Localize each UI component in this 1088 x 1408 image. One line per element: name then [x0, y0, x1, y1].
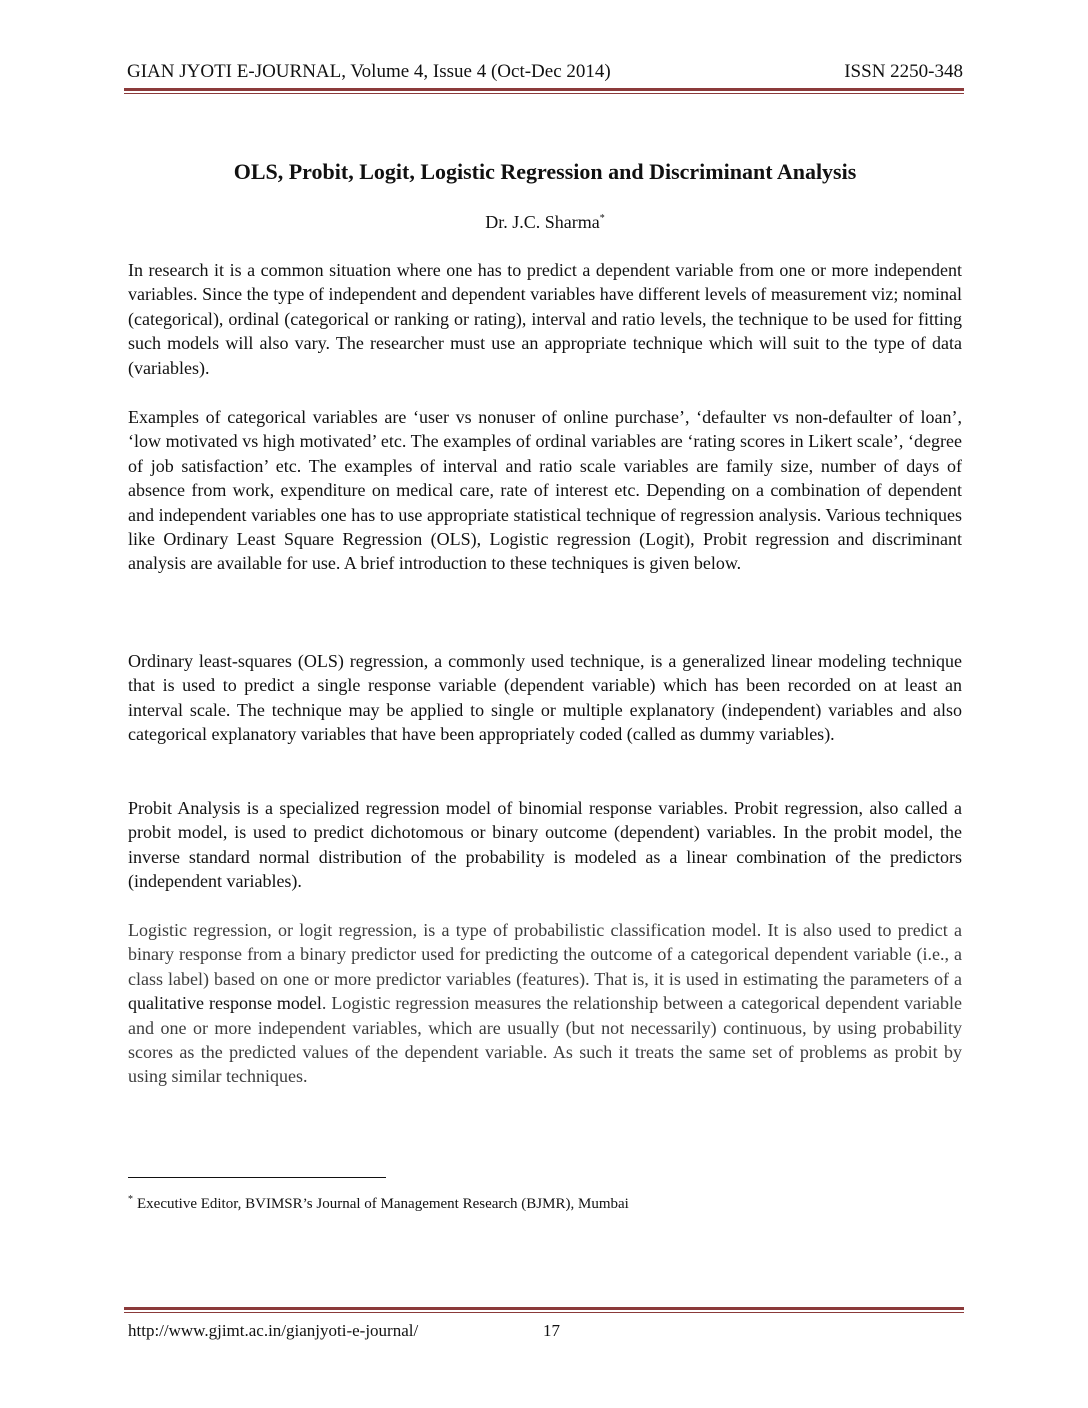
footnote [128, 1194, 962, 1214]
footnote-marker: * [128, 1194, 133, 1205]
footer-url-link[interactable]: http://www.gjimt.ac.in/gianjyoti-e-journal/ [128, 1321, 419, 1340]
header-rule-thick [124, 88, 964, 91]
paragraph-intro: In research it is a common situation where one has to predict a dependent variable from one or more independent variables. Since the type of independent and dependent variables have different levels of measurement viz; nominal (categorical), ordinal (categorical or ranking or rating), interval and ratio levels, the technique to be used for fitting such models will also vary. The researcher must use an appropriate technique which will suit to the type of data (variables). [128, 260, 962, 378]
paragraph-logistic-part2: . Logistic regression measures the relationship between a categorical dependent variable and one or more independent variables, which are usually (but not necessarily) continuous, by using probability scores as the predicted values of the dependent variable. As such it treats the same set of problems as probit by using similar techniques. [128, 993, 962, 1087]
paragraph-variable-examples: Examples of categorical variables are ‘user vs nonuser of online purchase’, ‘defaulter vs non-defaulter of loan’, ‘low motivated vs high motivated’ etc. The examples of ordinal variables are ‘rating scores in Likert scale’, ‘degree of job satisfaction’ etc. The examples of interval and ratio scale variables are family size, number of days of absence from work, expenditure on medical care, rate of interest etc. Depending on a combination of dependent and independent variables one has to use appropriate statistical technique of regression analysis. Various techniques like Ordinary Least Square Regression (OLS), Logistic regression (Logit), Probit regression and discriminant analysis are available for use. A brief introduction to these techniques is given below. [128, 407, 962, 574]
running-header [127, 60, 963, 84]
paragraph-logistic-part1: Logistic regression, or logit regression, is a type of probabilistic classification model. It is also used to predict a binary response from a binary predictor used for predicting the outcome of a categorical dependent variable (i.e., a class label) based on one or more predictor variables (features). That is, it is used in estimating the parameters of a [128, 920, 962, 989]
paragraph-ols: Ordinary least-squares (OLS) regression, a commonly used technique, is a generalized linear modeling technique that is used to predict a single response variable (dependent variable) which has been recorded on at least an interval scale. The technique may be applied to single or multiple explanatory (independent) variables and also categorical explanatory variables that have been appropriately coded (called as dummy variables). [128, 651, 962, 745]
page-number: 17 [543, 1321, 560, 1340]
header-rule-thin [124, 93, 964, 94]
paragraph-probit: Probit Analysis is a specialized regression model of binomial response variables. Probit regression, also called a probit model, is used to predict dichotomous or binary outcome (dependent) variables. In the probit model, the inverse standard normal distribution of the probability is modeled as a linear combination of the predictors (independent variables). [128, 798, 962, 892]
author-line [127, 210, 963, 234]
paper-title: OLS, Probit, Logit, Logistic Regression and Discriminant Analysis [233, 159, 857, 184]
footnote-text: Executive Editor, BVIMSR’s Journal of Management Research (BJMR), Mumbai [137, 1196, 629, 1212]
issn-number: ISSN 2250-348 [844, 61, 963, 82]
author-name: Dr. J.C. Sharma [485, 212, 600, 232]
qualitative-response-model-link[interactable]: qualitative response model [128, 993, 322, 1014]
author-footnote-marker: * [599, 213, 605, 224]
paragraph-logistic [128, 918, 962, 1089]
footer-rule-thin [124, 1312, 964, 1313]
journal-title: GIAN JYOTI E-JOURNAL, Volume 4, Issue 4 (Oct-Dec 2014) [127, 61, 611, 82]
footer-rule-thick [124, 1307, 964, 1310]
footnote-separator [128, 1177, 386, 1178]
